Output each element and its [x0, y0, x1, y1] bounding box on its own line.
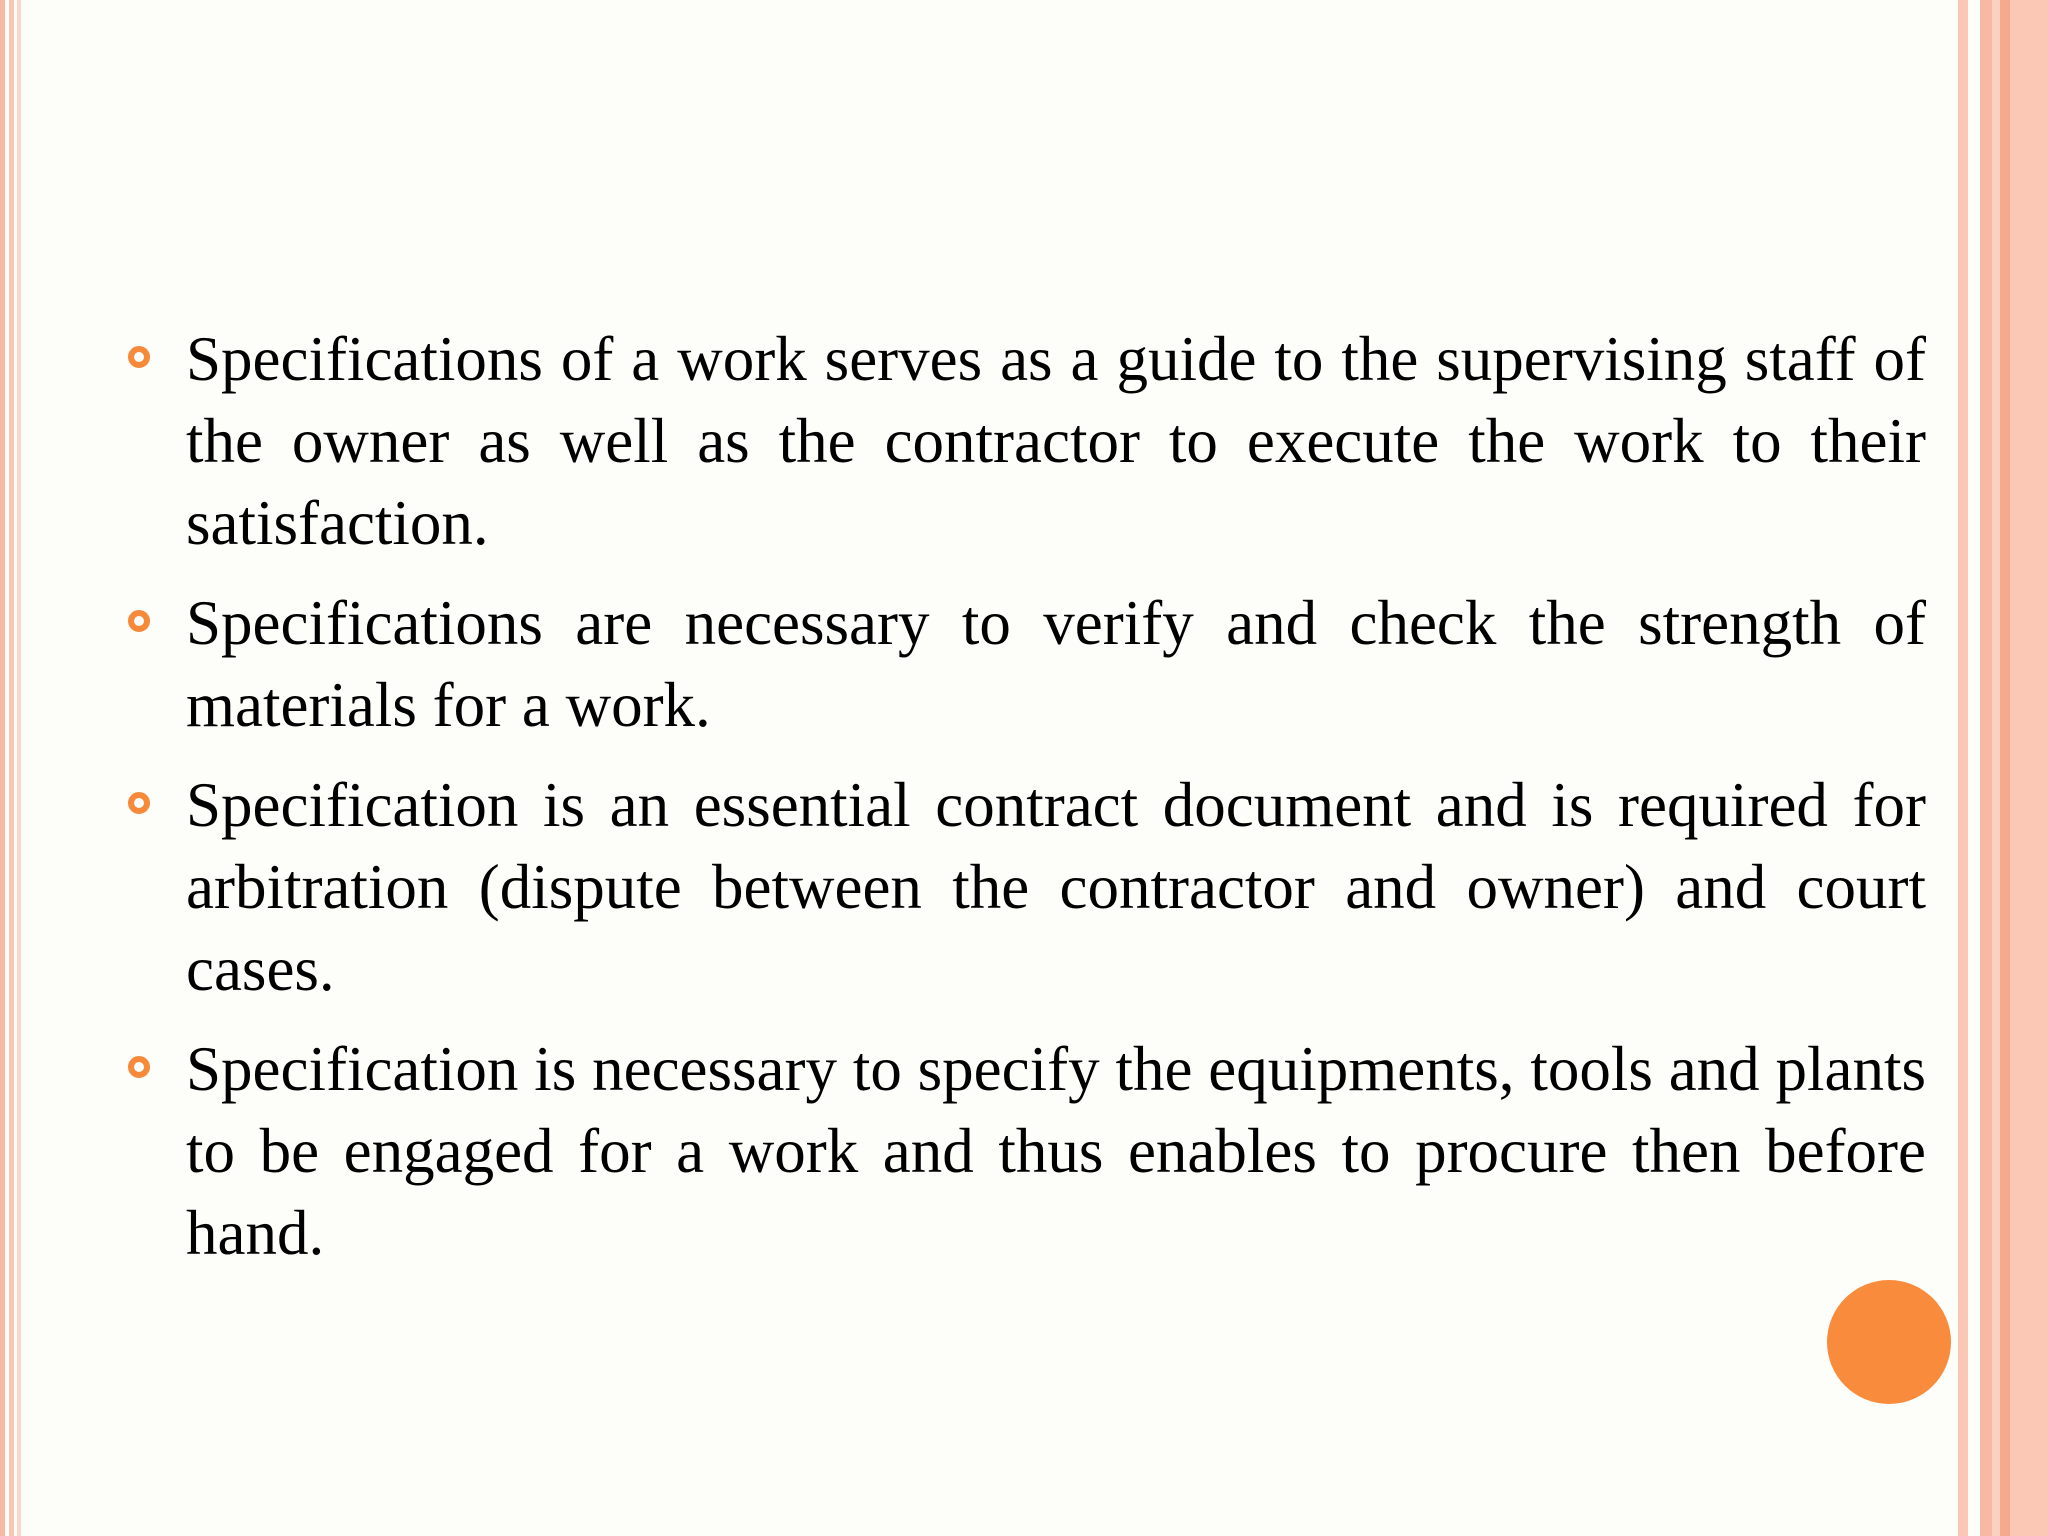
list-item [128, 318, 1926, 564]
circle-bullet-icon [128, 346, 150, 368]
left-border-line [17, 0, 21, 1536]
list-item [128, 582, 1926, 746]
list-item [128, 764, 1926, 1010]
bullet-text: Specifications of a work serves as a guide to the supervising staff of the owner as well as the contractor to execute the work to their satisfaction. [186, 324, 1926, 558]
left-border-line [0, 0, 5, 1536]
bullet-list [128, 318, 1926, 1292]
right-border-band [1980, 0, 1992, 1536]
right-border-band [2000, 0, 2010, 1536]
bullet-text: Specifications are necessary to verify and check the strength of materials for a work. [186, 588, 1926, 740]
bullet-text: Specification is an essential contract document and is required for arbitration (dispute between the contractor and owner) and court cases. [186, 770, 1926, 1004]
right-border-band [1992, 0, 2000, 1536]
list-item [128, 1028, 1926, 1274]
bullet-text: Specification is necessary to specify the equipments, tools and plants to be engaged for a work and thus enables to procure then before hand. [186, 1034, 1926, 1268]
right-border-band [1958, 0, 1968, 1536]
circle-bullet-icon [128, 610, 150, 632]
orange-circle-decoration [1827, 1280, 1951, 1404]
right-border-band [1968, 0, 1980, 1536]
right-border-band [2010, 0, 2048, 1536]
circle-bullet-icon [128, 792, 150, 814]
left-border-line [9, 0, 14, 1536]
circle-bullet-icon [128, 1056, 150, 1078]
